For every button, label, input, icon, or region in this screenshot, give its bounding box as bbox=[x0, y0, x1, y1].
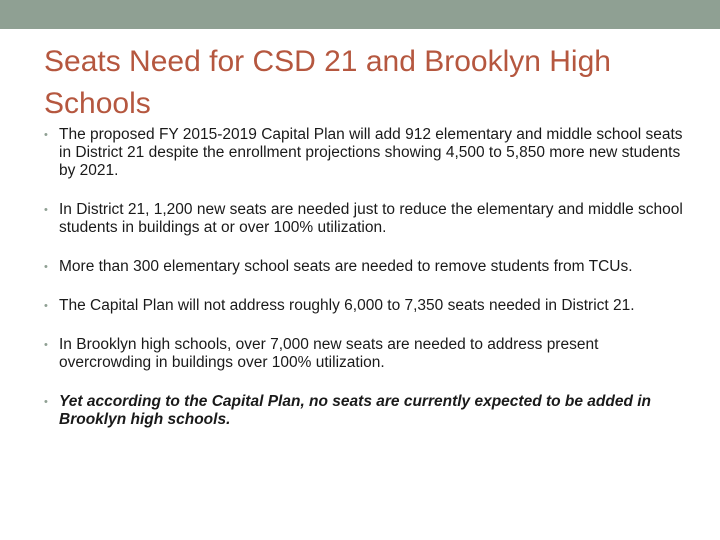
bullet-icon: • bbox=[44, 129, 48, 141]
bullet-text: In District 21, 1,200 new seats are needed just to reduce the elementary and middle school students in buildings at or over 100% utilization. bbox=[59, 201, 683, 236]
bullet-icon: • bbox=[44, 396, 48, 408]
bullet-icon: • bbox=[44, 300, 48, 312]
bullet-list bbox=[44, 126, 694, 450]
bullet-text: In Brooklyn high schools, over 7,000 new seats are needed to address present overcrowding in buildings over 100% utilization. bbox=[59, 336, 599, 371]
bullet-icon: • bbox=[44, 204, 48, 216]
top-accent-bar bbox=[0, 0, 720, 29]
bullet-item bbox=[44, 297, 694, 315]
bullet-item bbox=[44, 258, 694, 276]
bullet-text: The Capital Plan will not address roughly 6,000 to 7,350 seats needed in District 21. bbox=[59, 297, 635, 314]
bullet-text: Yet according to the Capital Plan, no seats are currently expected to be added in Brooklyn high schools. bbox=[59, 393, 652, 428]
bullet-icon: • bbox=[44, 261, 48, 273]
bullet-icon: • bbox=[44, 339, 48, 351]
slide-title: Seats Need for CSD 21 and Brooklyn High Schools bbox=[44, 45, 611, 120]
bullet-item bbox=[44, 336, 694, 372]
bullet-item bbox=[44, 201, 694, 237]
bullet-text: The proposed FY 2015-2019 Capital Plan will add 912 elementary and middle school seats in District 21 despite the enrollment projections showing 4,500 to 5,850 more new students by 2021. bbox=[59, 126, 683, 179]
bullet-text: More than 300 elementary school seats are needed to remove students from TCUs. bbox=[59, 258, 633, 275]
bullet-item-emphasis bbox=[44, 393, 694, 429]
bullet-item bbox=[44, 126, 694, 180]
